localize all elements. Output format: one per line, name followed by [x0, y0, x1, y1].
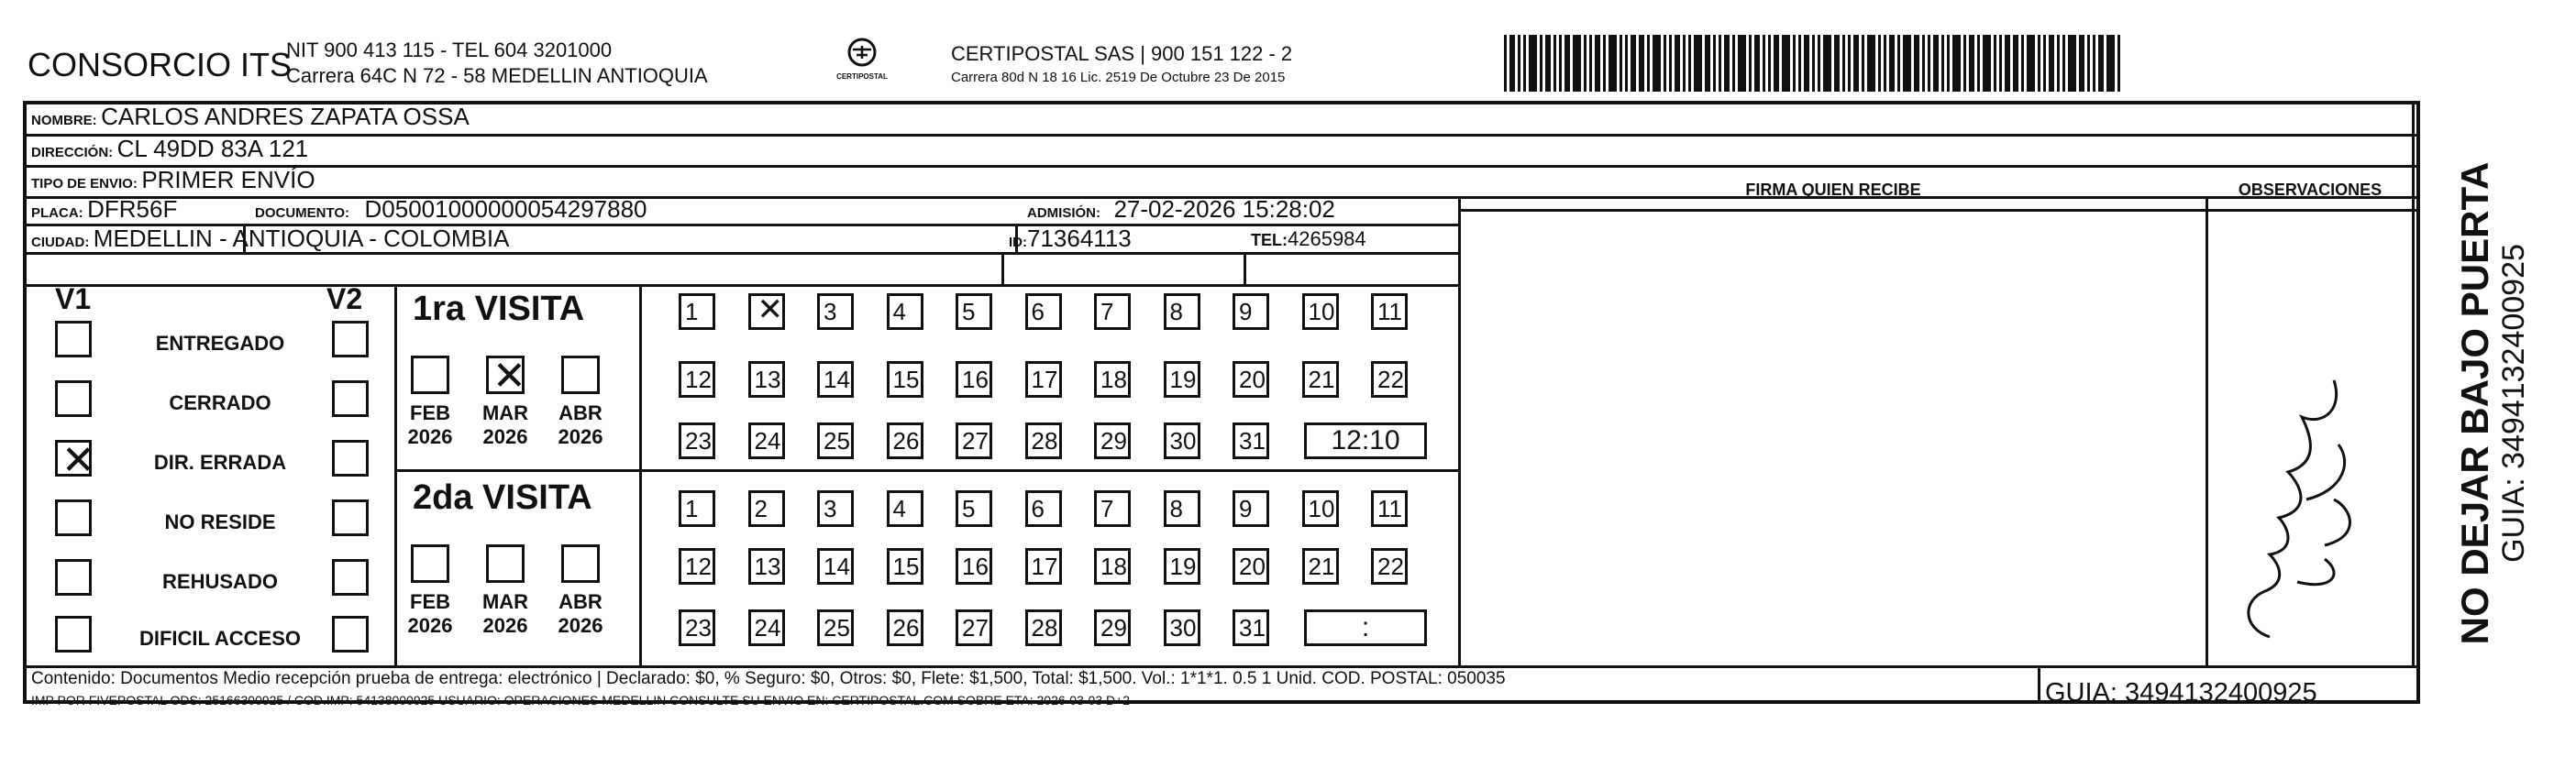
month-label	[473, 590, 537, 638]
day-cell[interactable]: 28	[1025, 609, 1062, 646]
day-cell[interactable]: 27	[956, 422, 992, 459]
month-name: ABR	[558, 401, 603, 424]
day-cell[interactable]: 12	[679, 548, 715, 585]
day-cell[interactable]: 29	[1094, 609, 1131, 646]
day-cell[interactable]: 13	[748, 361, 785, 398]
month-checkbox-abr[interactable]	[561, 544, 600, 583]
day-cell[interactable]: 18	[1094, 361, 1131, 398]
month-label	[398, 401, 462, 449]
placa-value: DFR56F	[87, 195, 178, 223]
nombre-row	[31, 103, 470, 131]
day-cell[interactable]: 8	[1164, 293, 1200, 330]
status-v1-checkbox[interactable]	[55, 380, 92, 417]
day-cell[interactable]: 12	[679, 361, 715, 398]
day-cell[interactable]: 24	[748, 609, 785, 646]
month-label	[548, 590, 613, 638]
tipo-label: TIPO DE ENVIO:	[31, 176, 138, 192]
day-cell[interactable]: 17	[1025, 548, 1062, 585]
month-year: 2026	[558, 425, 603, 448]
certipostal-logo	[830, 37, 894, 92]
status-v2-checkbox[interactable]	[332, 380, 369, 417]
id-value: 71364113	[1027, 225, 1132, 252]
day-cell[interactable]: 26	[887, 609, 923, 646]
day-cell[interactable]: 28	[1025, 422, 1062, 459]
nombre-label: NOMBRE:	[31, 113, 97, 128]
day-cell[interactable]: 16	[956, 548, 992, 585]
day-cell[interactable]: 4	[887, 490, 923, 527]
day-cell[interactable]: 7	[1094, 293, 1131, 330]
day-cell[interactable]: 6	[1025, 293, 1062, 330]
status-v1-checkbox[interactable]	[55, 321, 92, 357]
day-cell[interactable]: 30	[1164, 422, 1200, 459]
day-cell[interactable]: 30	[1164, 609, 1200, 646]
placa-row	[31, 195, 177, 224]
month-checkbox-feb[interactable]	[411, 544, 449, 583]
day-cell[interactable]: 5	[956, 293, 992, 330]
visit1-title: 1ra VISITA	[413, 290, 585, 328]
status-v2-checkbox[interactable]	[332, 499, 369, 536]
v2-header: V2	[326, 282, 363, 315]
documento-row	[255, 195, 647, 224]
day-cell[interactable]: 31	[1233, 609, 1269, 646]
v1-header: V1	[55, 282, 92, 315]
company-address: Carrera 64C N 72 - 58 MEDELLIN ANTIOQUIA	[286, 64, 708, 87]
barcode	[1504, 35, 2233, 92]
status-v2-checkbox[interactable]	[332, 616, 369, 653]
firma-header: FIRMA QUIEN RECIBE	[1745, 181, 1921, 199]
footer-contenido: Contenido: Documentos Medio recepción prueba de entrega: electrónico | Declarado: $0, % Seguro: $0, Otros: $0, Flete: $1,500, Total: $1,500. Vol.: 1*1*1. 0.5 1 Unid. COD. POSTAL: 050035	[31, 669, 1506, 688]
time-field[interactable]: 12:10	[1304, 422, 1427, 459]
month-year: 2026	[482, 614, 528, 637]
company-nit: NIT 900 413 115 - TEL 604 3201000	[286, 38, 613, 61]
day-cell[interactable]: 1	[679, 490, 715, 527]
day-cell[interactable]: 23	[679, 609, 715, 646]
status-v2-checkbox[interactable]	[332, 440, 369, 477]
admision-label: ADMISIÓN:	[1027, 205, 1100, 221]
month-checkbox-feb[interactable]	[411, 356, 449, 394]
day-cell[interactable]: 25	[817, 609, 854, 646]
tel-label: TEL:	[1251, 231, 1288, 249]
status-label: DIFICIL ACCESO	[138, 627, 301, 650]
day-cell[interactable]: 15	[887, 548, 923, 585]
certipostal-info-line2: Carrera 80d N 18 16 Lic. 2519 De Octubre 23 De 2015	[951, 70, 1286, 85]
id-label: ID:	[1009, 235, 1027, 250]
day-cell[interactable]: 9	[1233, 490, 1269, 527]
day-cell[interactable]: 14	[817, 361, 854, 398]
month-year: 2026	[558, 614, 603, 637]
day-cell[interactable]: 22	[1371, 361, 1408, 398]
month-name: FEB	[410, 590, 450, 613]
day-cell[interactable]: 9	[1233, 293, 1269, 330]
status-label: REHUSADO	[162, 570, 278, 593]
month-label	[398, 590, 462, 638]
month-year: 2026	[482, 425, 528, 448]
month-checkbox-mar[interactable]	[486, 356, 525, 394]
day-cell[interactable]: 20	[1233, 548, 1269, 585]
day-cell[interactable]: 20	[1233, 361, 1269, 398]
observaciones-header: OBSERVACIONES	[2238, 181, 2383, 199]
certipostal-logo-text: CERTIPOSTAL	[836, 72, 888, 81]
month-name: MAR	[481, 590, 529, 613]
day-cell[interactable]: 19	[1164, 548, 1200, 585]
day-cell[interactable]: 18	[1094, 548, 1131, 585]
day-cell[interactable]: 5	[956, 490, 992, 527]
day-cell[interactable]	[748, 293, 785, 330]
tipo-row	[31, 166, 315, 194]
direccion-label: DIRECCIÓN:	[31, 145, 114, 160]
day-cell[interactable]: 2	[748, 490, 785, 527]
signature-scribble	[2215, 362, 2407, 655]
status-label: NO RESIDE	[164, 510, 276, 533]
company-name: CONSORCIO ITS	[28, 46, 293, 83]
direccion-value: CL 49DD 83A 121	[116, 135, 309, 162]
day-cell[interactable]: 10	[1302, 293, 1339, 330]
nombre-value: CARLOS ANDRES ZAPATA OSSA	[101, 103, 470, 130]
admision-value: 27-02-2026 15:28:02	[1113, 195, 1335, 223]
documento-value: D05001000000054297880	[364, 195, 647, 223]
certipostal-logo-icon	[844, 37, 880, 68]
day-cell[interactable]: 25	[817, 422, 854, 459]
footer-imp: IMP POR FIVEPOSTAL ODS: 25166300925 / COD.IMP: 54138000925 USUARIO: OPERACIONES MEDELLIN CONSULTE SU ENVIO EN: CERTIPOSTAL.COM SOBRE ETA: 2026-03-03 D+2	[31, 693, 1131, 708]
ciudad-label: CIUDAD:	[31, 235, 90, 250]
documento-label: DOCUMENTO:	[255, 205, 350, 221]
status-v2-checkbox[interactable]	[332, 559, 369, 596]
status-v1-checkbox[interactable]	[55, 499, 92, 536]
month-name: ABR	[558, 590, 603, 613]
day-cell[interactable]: 8	[1164, 490, 1200, 527]
day-cell[interactable]: 19	[1164, 361, 1200, 398]
month-name: MAR	[481, 401, 529, 424]
certipostal-info-line1: CERTIPOSTAL SAS | 900 151 122 - 2	[951, 42, 1293, 65]
day-cell[interactable]: 1	[679, 293, 715, 330]
signature	[2215, 362, 2407, 655]
tel-row	[1251, 227, 1366, 251]
admision-row	[1027, 195, 1335, 224]
month-checkbox-abr[interactable]	[561, 356, 600, 394]
day-cell[interactable]: 10	[1302, 490, 1339, 527]
day-cell[interactable]: 16	[956, 361, 992, 398]
month-name: FEB	[410, 401, 450, 424]
no-dejar-bajo-puerta: NO DEJAR BAJO PUERTA	[2453, 161, 2496, 645]
day-cell[interactable]: 11	[1371, 490, 1408, 527]
day-cell[interactable]: 26	[887, 422, 923, 459]
status-label: CERRADO	[169, 391, 271, 414]
day-cell[interactable]: 24	[748, 422, 785, 459]
month-label	[548, 401, 613, 449]
direccion-row	[31, 135, 308, 163]
day-cell[interactable]: 21	[1302, 361, 1339, 398]
month-label	[473, 401, 537, 449]
day-cell[interactable]: 23	[679, 422, 715, 459]
placa-label: PLACA:	[31, 205, 83, 221]
day-cell[interactable]: 31	[1233, 422, 1269, 459]
tipo-value: PRIMER ENVÍO	[141, 166, 315, 193]
day-cell[interactable]: 6	[1025, 490, 1062, 527]
day-cell[interactable]: 21	[1302, 548, 1339, 585]
month-year: 2026	[407, 614, 453, 637]
ciudad-value: MEDELLIN - ANTIOQUIA - COLOMBIA	[93, 225, 510, 252]
status-label: ENTREGADO	[155, 332, 285, 355]
status-label: DIR. ERRADA	[153, 451, 287, 474]
time-field[interactable]: :	[1304, 609, 1427, 646]
day-cell[interactable]: 29	[1094, 422, 1131, 459]
visit2-title: 2da VISITA	[413, 478, 592, 517]
day-cell[interactable]: 3	[817, 293, 854, 330]
status-v2-checkbox[interactable]	[332, 321, 369, 357]
day-cell[interactable]: 13	[748, 548, 785, 585]
status-v1-checkbox[interactable]	[55, 616, 92, 653]
day-cell[interactable]: 14	[817, 548, 854, 585]
day-cell[interactable]: 15	[887, 361, 923, 398]
footer-guia: GUIA: 3494132400925	[2045, 678, 2317, 708]
tel-value: 4265984	[1288, 227, 1366, 250]
status-v1-checkbox[interactable]	[55, 559, 92, 596]
status-v1-checkbox[interactable]	[55, 440, 92, 477]
month-checkbox-mar[interactable]	[486, 544, 525, 583]
id-row	[1009, 225, 1132, 253]
day-cell[interactable]: 7	[1094, 490, 1131, 527]
ciudad-row	[31, 225, 509, 253]
month-year: 2026	[407, 425, 453, 448]
day-cell[interactable]: 17	[1025, 361, 1062, 398]
day-cell[interactable]: 22	[1371, 548, 1408, 585]
side-guia: GUIA: 3494132400925	[2496, 244, 2531, 563]
day-cell[interactable]: 11	[1371, 293, 1408, 330]
day-cell[interactable]: 4	[887, 293, 923, 330]
day-cell[interactable]: 27	[956, 609, 992, 646]
day-cell[interactable]: 3	[817, 490, 854, 527]
